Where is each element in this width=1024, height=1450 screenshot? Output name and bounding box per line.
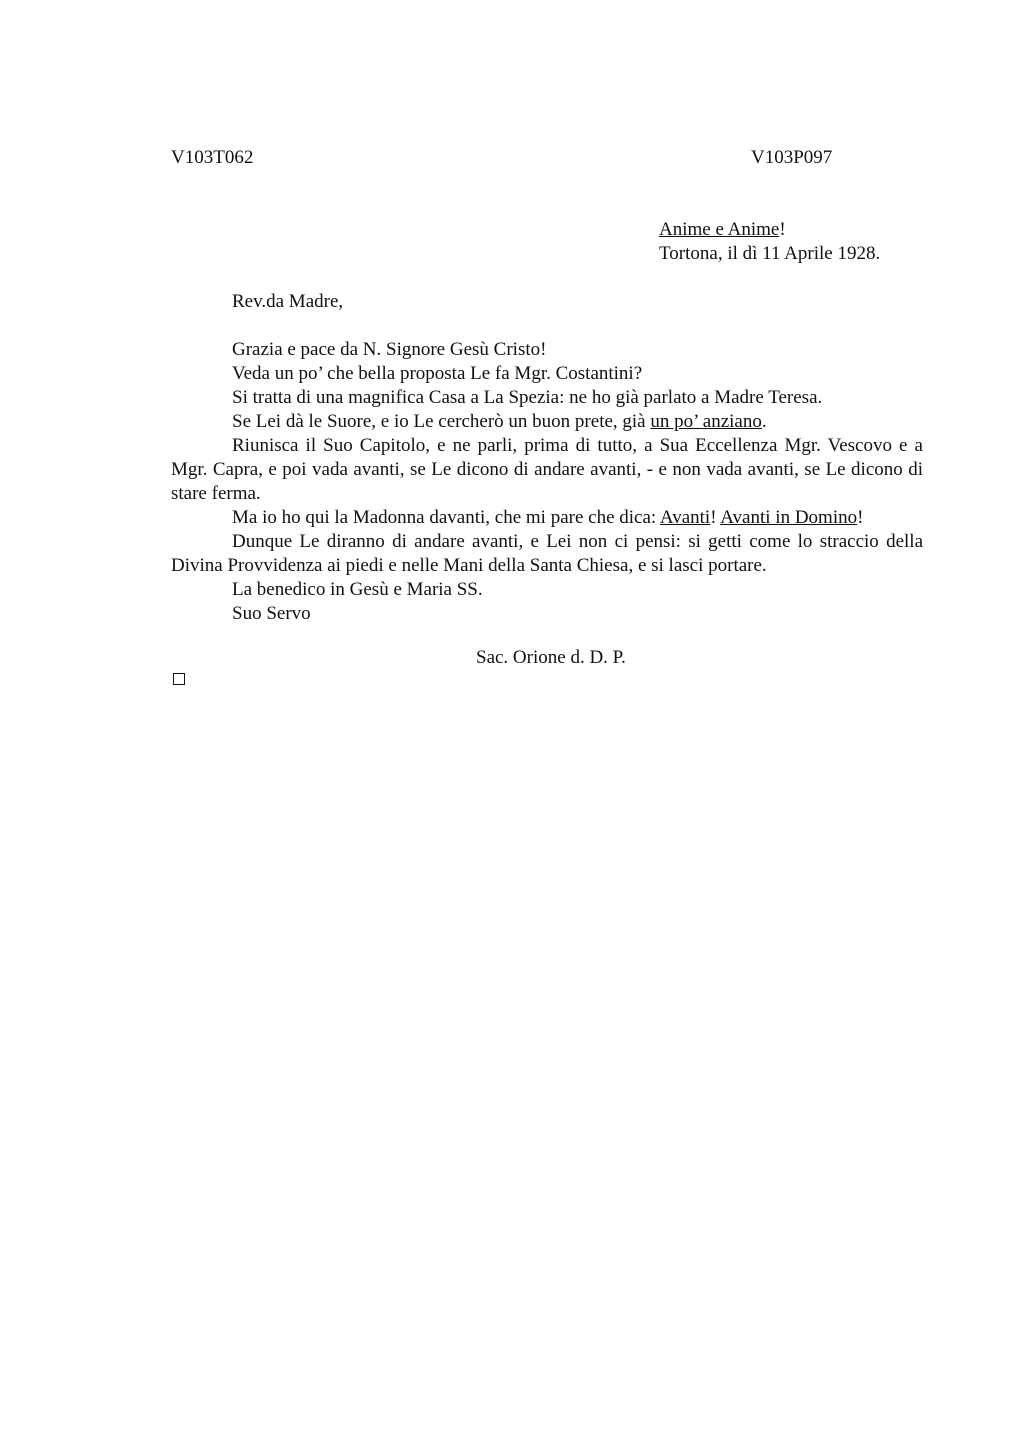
paragraph-proposal: Veda un po’ che bella proposta Le fa Mgr. Costantini? [232,363,643,384]
document-code-left: V103T062 [171,147,254,168]
letter-body [171,338,923,626]
paragraph-madonna-text: Ma io ho qui la Madonna davanti, che mi pare che dica: [232,507,660,528]
paragraph-madonna-between: ! [710,507,721,528]
paragraph-blessing: La benedico in Gesù e Maria SS. [232,579,483,600]
paragraph-madonna [171,506,923,530]
motto-suffix: ! [779,219,786,240]
paragraph-sisters-end: . [761,411,767,432]
paragraph-house: Si tratta di una magnifica Casa a La Spezia: ne ho già parlato a Madre Teresa. [232,387,823,408]
paragraph-closing: Suo Servo [232,603,311,624]
paragraph-providence: Dunque Le diranno di andare avanti, e Lei non ci pensi: si getti come lo straccio della Divina Provvidenza ai piedi e nelle Mani della Santa Chiesa, e si lasci portare. [171,531,923,576]
underlined-avanti-in-domino: Avanti in Domino [720,507,858,528]
motto-underlined: Anime e Anime [659,219,780,240]
document-code-right: V103P097 [751,147,833,168]
underlined-avanti: Avanti [659,507,711,528]
underlined-phrase: un po’ anziano [650,411,762,432]
motto [659,219,786,241]
paragraph-sisters [171,410,923,434]
signature: Sac. Orione d. D. P. [476,647,626,668]
paragraph-madonna-end: ! [857,507,864,528]
paragraph-sisters-text: Se Lei dà le Suore, e io Le cercherò un buon prete, già [232,411,651,432]
paragraph-chapter: Riunisca il Suo Capitolo, e ne parli, prima di tutto, a Sua Eccellenza Mgr. Vescovo e a Mgr. Capra, e poi vada avanti, se Le dicono di andare avanti, - e non vada avanti, se Le dicono di stare ferma. [171,435,923,504]
place-date: Tortona, il dì 11 Aprile 1928. [659,243,881,264]
paragraph-greeting: Grazia e pace da N. Signore Gesù Cristo! [232,339,547,360]
salutation: Rev.da Madre, [232,291,344,312]
empty-box-icon [173,673,185,685]
